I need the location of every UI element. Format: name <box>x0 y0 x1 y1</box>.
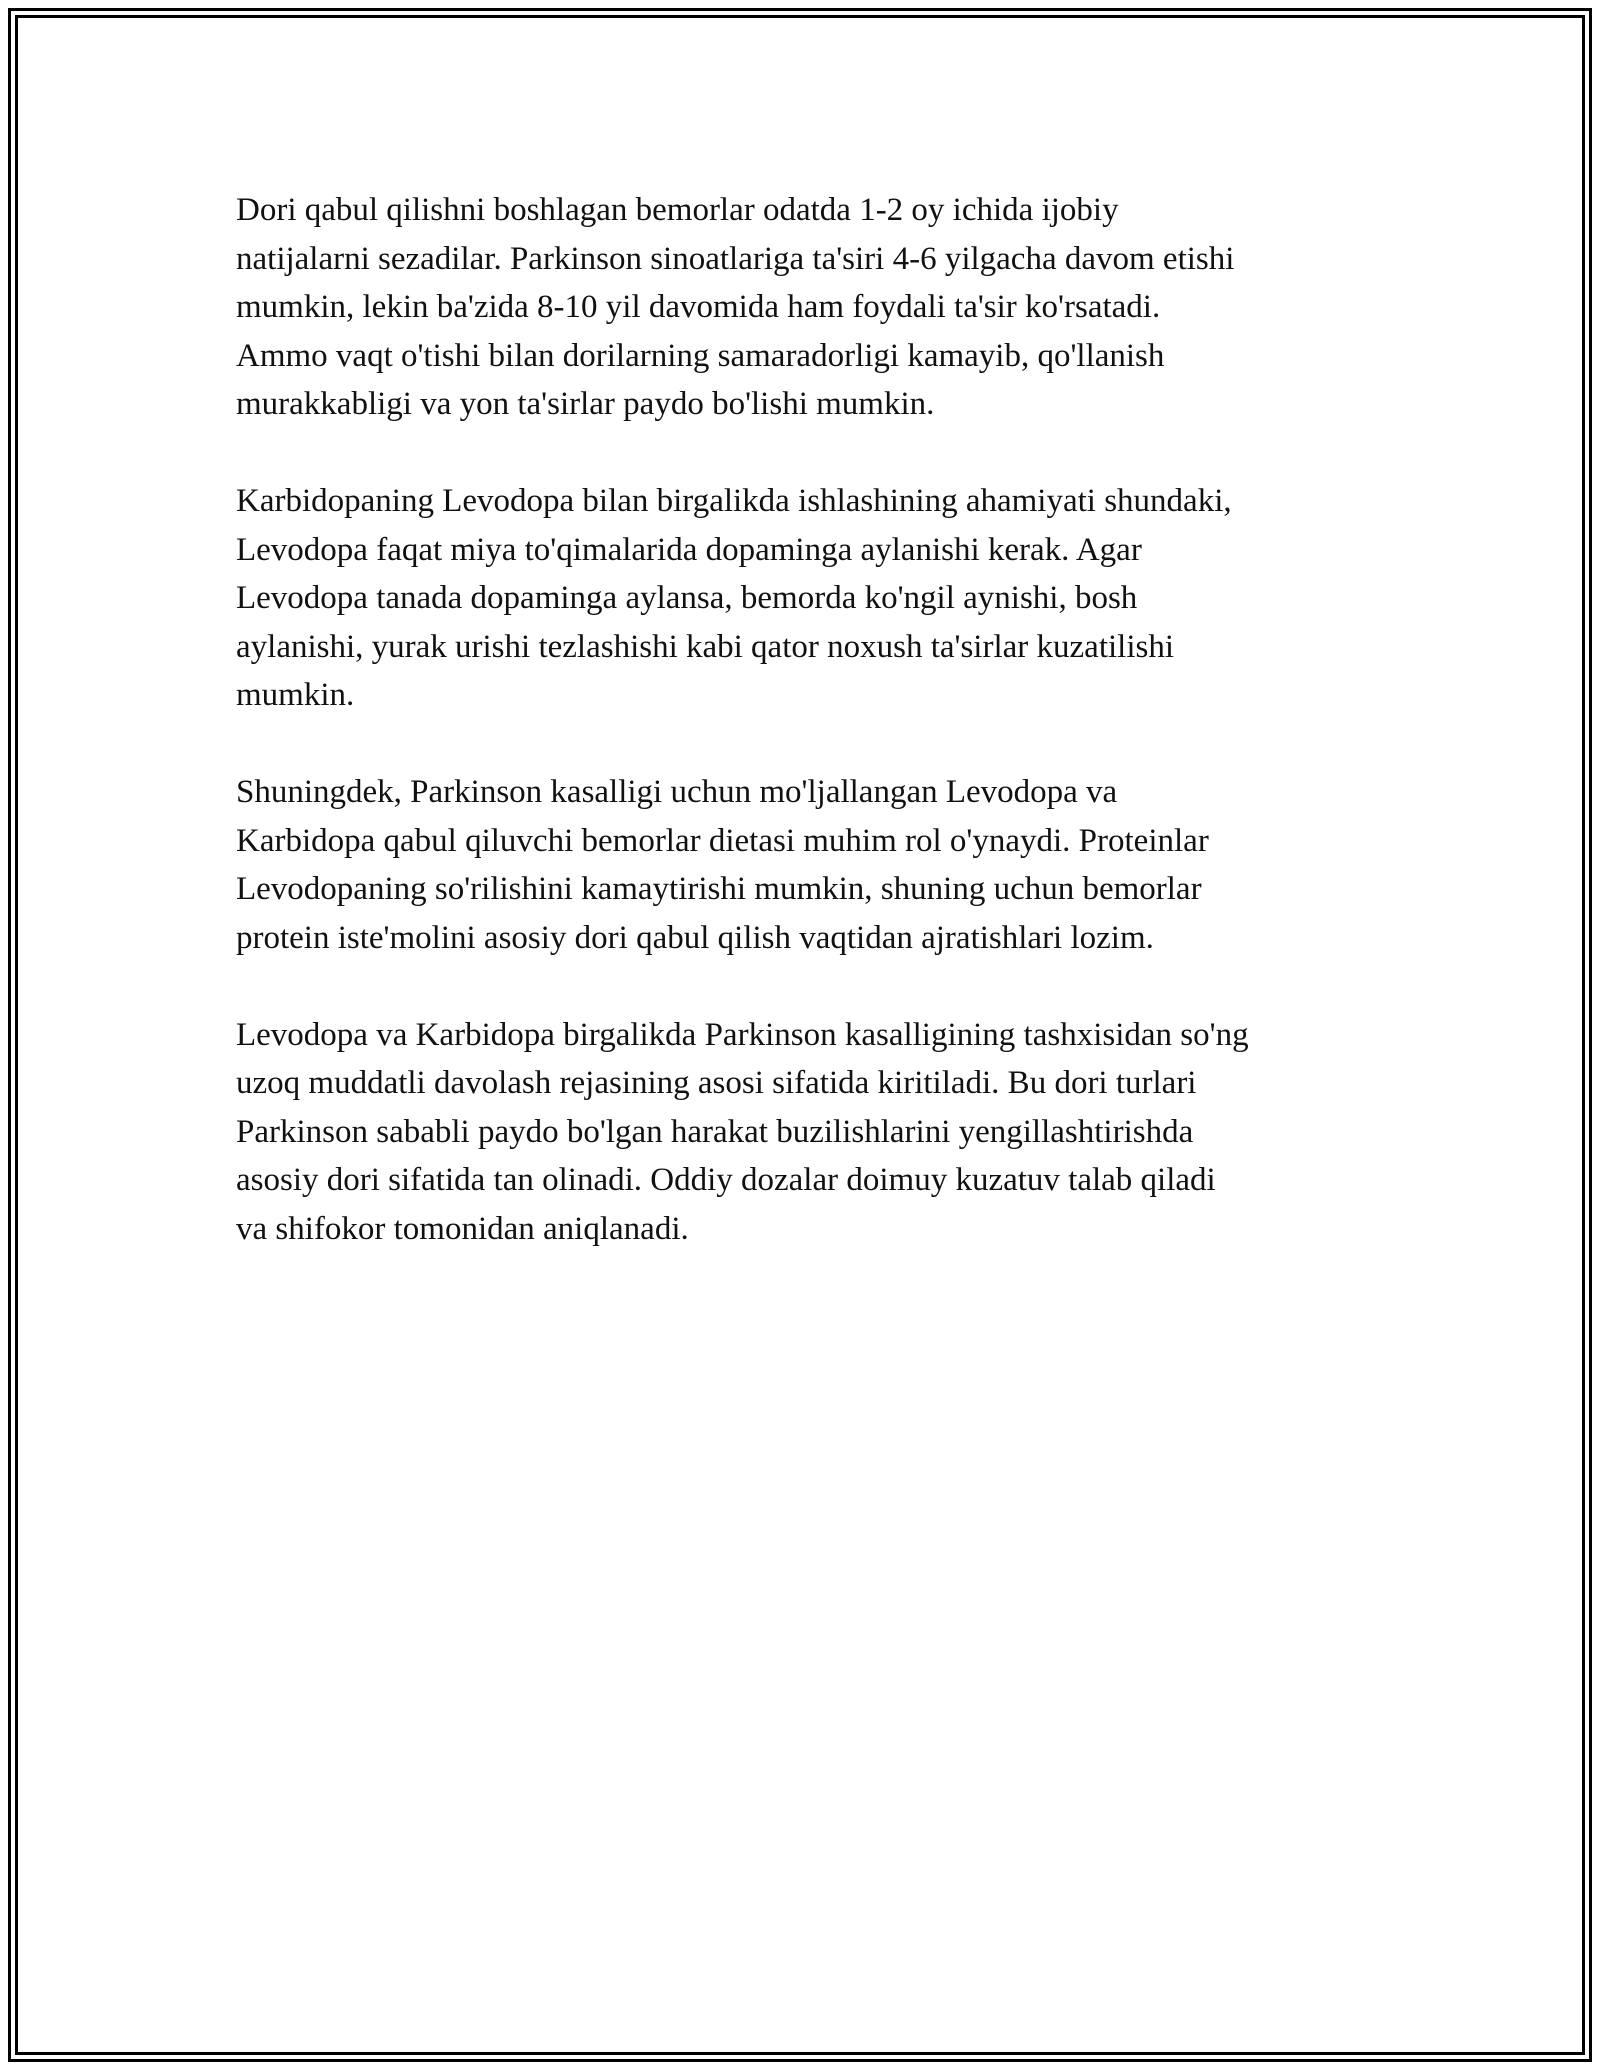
paragraph-1 <box>236 186 1386 429</box>
paragraph-line: natijalarni sezadilar. Parkinson sinoatlariga ta'siri 4-6 yilgacha davom etishi <box>236 240 1235 277</box>
paragraph-line: Ammo vaqt o'tishi bilan dorilarning samaradorligi kamayib, qo'llanish <box>236 337 1165 374</box>
paragraph-line: asosiy dori sifatida tan olinadi. Oddiy dozalar doimuy kuzatuv talab qiladi <box>236 1162 1216 1198</box>
paragraph-line: protein iste'molini asosiy dori qabul qilish vaqtidan ajratishlari lozim. <box>236 919 1154 956</box>
paragraph-line: Parkinson sababli paydo bo'lgan harakat buzilishlarini yengillashtirishda <box>236 1113 1194 1150</box>
paragraph-line: aylanishi, yurak urishi tezlashishi kabi qator noxush ta'sirlar kuzatilishi <box>236 628 1175 665</box>
paragraph-line: Dori qabul qilishni boshlagan bemorlar odatda 1-2 oy ichida ijobiy <box>236 192 1119 228</box>
paragraph-line: Karbidopa qabul qiluvchi bemorlar dietasi muhim rol o'ynaydi. Proteinlar <box>236 822 1209 859</box>
paragraph-line: Levodopa tanada dopaminga aylansa, bemorda ko'ngil aynishi, bosh <box>236 580 1138 616</box>
paragraph-line: Shuningdek, Parkinson kasalligi uchun mo'ljallangan Levodopa va <box>236 774 1118 810</box>
paragraph-line: Levodopa va Karbidopa birgalikda Parkinson kasalligining tashxisidan so'ng <box>236 1016 1249 1053</box>
paragraph-4 <box>236 1011 1386 1254</box>
paragraph-line: uzoq muddatli davolash rejasining asosi sifatida kiritiladi. Bu dori turlari <box>236 1065 1197 1101</box>
paragraph-3 <box>236 768 1386 962</box>
paragraph-line: Levodopaning so'rilishini kamaytirishi mumkin, shuning uchun bemorlar <box>236 871 1202 907</box>
paragraph-line: va shifokor tomonidan aniqlanadi. <box>236 1210 689 1247</box>
paragraph-line: mumkin, lekin ba'zida 8-10 yil davomida ham foydali ta'sir ko'rsatadi. <box>236 289 1161 325</box>
paragraph-line: mumkin. <box>236 677 355 713</box>
paragraph-line: murakkabligi va yon ta'sirlar paydo bo'lishi mumkin. <box>236 386 935 422</box>
paragraph-2 <box>236 477 1386 720</box>
paragraph-line: Levodopa faqat miya to'qimalarida dopaminga aylanishi kerak. Agar <box>236 531 1142 568</box>
document-body <box>236 186 1386 1302</box>
paragraph-line: Karbidopaning Levodopa bilan birgalikda ishlashining ahamiyati shundaki, <box>236 483 1232 519</box>
